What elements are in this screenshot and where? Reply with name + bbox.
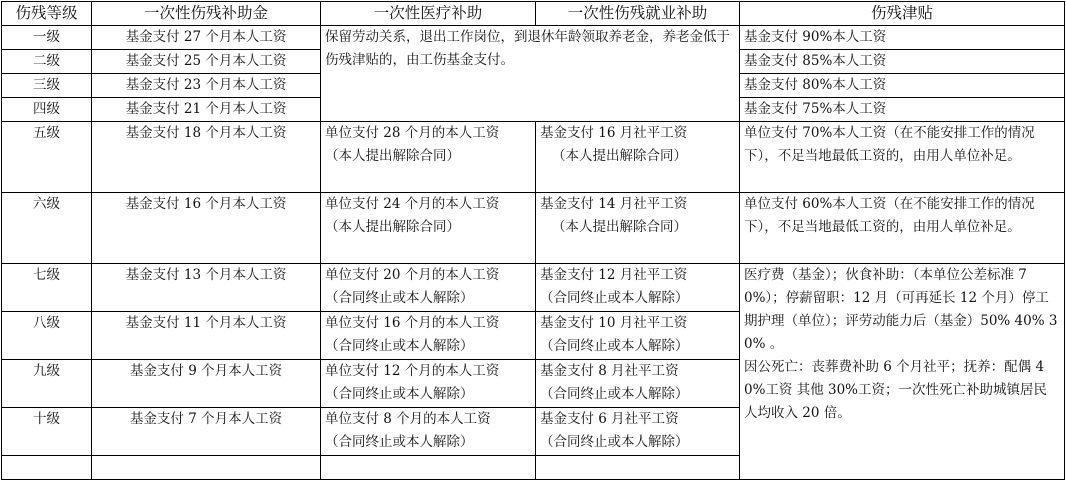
allowance-cell: 单位支付 60%本人工资（在不能安排工作的情况下），不足当地最低工资的，由用人单位补足。	[740, 193, 1065, 264]
compensation-table	[1, 1, 1065, 480]
employment-line: 基金支付 10 月社平工资	[540, 315, 688, 331]
benefits-note-cell	[740, 264, 1065, 480]
medical-condition: （本人提出解除合同）	[325, 219, 460, 235]
employment-condition: （合同终止或本人解除）	[540, 434, 689, 450]
table-row	[2, 122, 1065, 193]
medical-line: 单位支付 20 个月的本人工资	[325, 267, 500, 283]
empty-cell	[2, 456, 92, 480]
medical-cell	[321, 264, 536, 312]
employment-cell	[536, 312, 740, 360]
employment-cell	[536, 193, 740, 264]
grade-cell: 三级	[2, 74, 92, 98]
retain-note-cell: 保留劳动关系，退出工作岗位，到退休年龄领取养老金，养老金低于伤残津贴的，由工伤基金支付。	[321, 26, 740, 122]
employment-line: 基金支付 6 月社平工资	[540, 411, 679, 427]
employment-line: 基金支付 8 月社平工资	[540, 363, 679, 379]
lump-cell: 基金支付 7 个月本人工资	[92, 408, 321, 456]
grade-cell: 七级	[2, 264, 92, 312]
header-employment: 一次性伤残就业补助	[536, 2, 740, 26]
employment-cell	[536, 360, 740, 408]
employment-cell	[536, 122, 740, 193]
medical-line: 单位支付 24 个月的本人工资	[325, 196, 500, 212]
medical-line: 单位支付 16 个月的本人工资	[325, 315, 500, 331]
employment-condition: （本人提出解除合同）	[552, 148, 687, 164]
medical-condition: （合同终止或本人解除）	[325, 338, 474, 354]
empty-cell	[321, 456, 536, 480]
grade-cell: 八级	[2, 312, 92, 360]
medical-condition: （合同终止或本人解除）	[325, 434, 474, 450]
employment-line: 基金支付 12 月社平工资	[540, 267, 688, 283]
lump-cell: 基金支付 11 个月本人工资	[92, 312, 321, 360]
header-allowance: 伤残津贴	[740, 2, 1065, 26]
grade-cell: 九级	[2, 360, 92, 408]
employment-line: 基金支付 16 月社平工资	[540, 125, 688, 141]
lump-cell: 基金支付 25 个月本人工资	[92, 50, 321, 74]
lump-cell: 基金支付 27 个月本人工资	[92, 26, 321, 50]
medical-condition: （本人提出解除合同）	[325, 148, 460, 164]
lump-cell: 基金支付 13 个月本人工资	[92, 264, 321, 312]
lump-cell: 基金支付 9 个月本人工资	[92, 360, 321, 408]
employment-line: 基金支付 14 月社平工资	[540, 196, 688, 212]
header-grade: 伤残等级	[2, 2, 92, 26]
medical-cell	[321, 122, 536, 193]
table-row	[2, 193, 1065, 264]
lump-cell: 基金支付 21 个月本人工资	[92, 98, 321, 122]
allowance-cell: 基金支付 90%本人工资	[740, 26, 1065, 50]
medical-cell	[321, 312, 536, 360]
empty-cell	[536, 456, 740, 480]
medical-line: 单位支付 8 个月的本人工资	[325, 411, 491, 427]
medical-condition: （合同终止或本人解除）	[325, 386, 474, 402]
allowance-cell: 单位支付 70%本人工资（在不能安排工作的情况下），不足当地最低工资的，由用人单位补足。	[740, 122, 1065, 193]
grade-cell: 五级	[2, 122, 92, 193]
allowance-cell: 基金支付 85%本人工资	[740, 50, 1065, 74]
grade-cell: 二级	[2, 50, 92, 74]
grade-cell: 四级	[2, 98, 92, 122]
medical-line: 单位支付 28 个月的本人工资	[325, 125, 500, 141]
table-row	[2, 26, 1065, 50]
table-row	[2, 264, 1065, 312]
employment-condition: （合同终止或本人解除）	[540, 290, 689, 306]
employment-condition: （合同终止或本人解除）	[540, 338, 689, 354]
medical-line: 单位支付 12 个月的本人工资	[325, 363, 500, 379]
medical-cell	[321, 360, 536, 408]
medical-condition: （合同终止或本人解除）	[325, 290, 474, 306]
header-row	[2, 2, 1065, 26]
header-medical: 一次性医疗补助	[321, 2, 536, 26]
header-lump-sum: 一次性伤残补助金	[92, 2, 321, 26]
employment-cell	[536, 408, 740, 456]
employment-cell	[536, 264, 740, 312]
empty-cell	[92, 456, 321, 480]
allowance-cell: 基金支付 75%本人工资	[740, 98, 1065, 122]
lump-cell: 基金支付 18 个月本人工资	[92, 122, 321, 193]
allowance-cell: 基金支付 80%本人工资	[740, 74, 1065, 98]
employment-condition: （本人提出解除合同）	[552, 219, 687, 235]
medical-cell	[321, 408, 536, 456]
medical-cell	[321, 193, 536, 264]
lump-cell: 基金支付 23 个月本人工资	[92, 74, 321, 98]
grade-cell: 十级	[2, 408, 92, 456]
grade-cell: 六级	[2, 193, 92, 264]
grade-cell: 一级	[2, 26, 92, 50]
lump-cell: 基金支付 16 个月本人工资	[92, 193, 321, 264]
misc-note: 医疗费（基金）；伙食补助：（本单位公差标准 70%）；停薪留职：12 月（可再延长 12 个月）停工期护理（单位）；评劳动能力后（基金）50% 40% 30% 。	[744, 267, 1058, 352]
death-note: 因公死亡：丧葬费补助 6 个月社平；抚养：配偶 40%工资 其他 30%工资；一次性死亡补助城镇居民人均收入 20 倍。	[744, 359, 1048, 421]
employment-condition: （合同终止或本人解除）	[540, 386, 689, 402]
